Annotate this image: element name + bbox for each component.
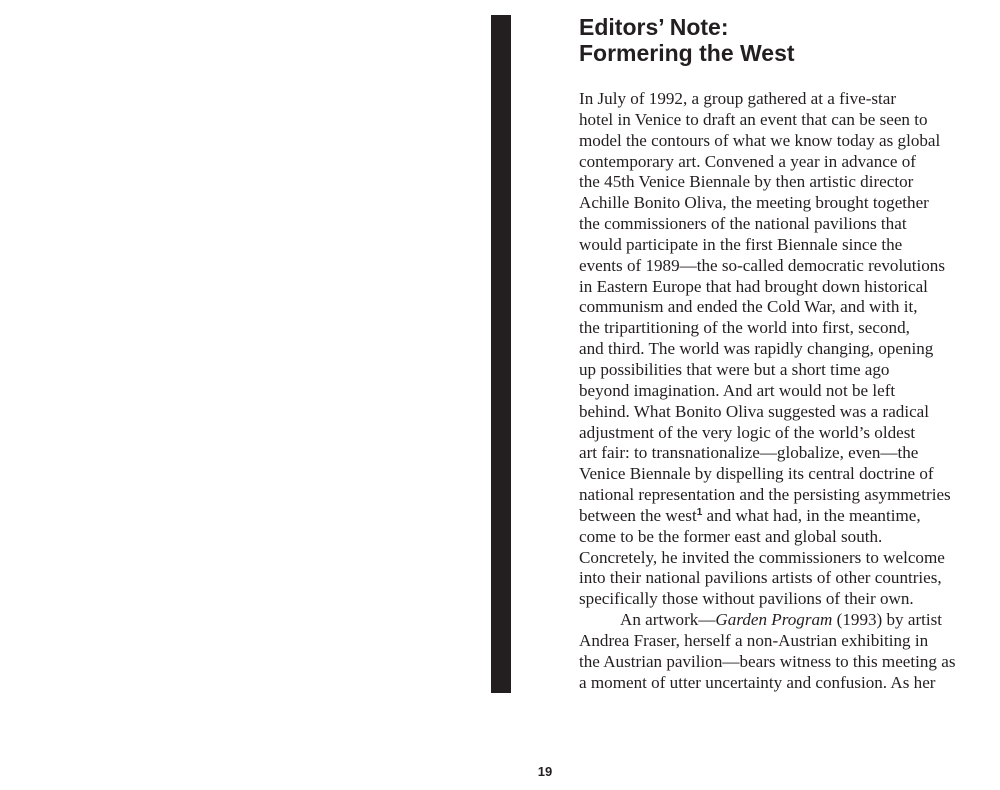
text-line: specifically those without pavilions of their own.: [579, 589, 914, 609]
text-line-with-footnote: [579, 506, 955, 527]
text-line: communism and ended the Cold War, and with it,: [579, 297, 918, 317]
text-line: Concretely, he invited the commissioners to welcome: [579, 547, 945, 567]
para2-before: An artwork—: [620, 610, 716, 630]
text-line: the commissioners of the national pavilions that: [579, 214, 907, 234]
paragraph-2-first-line: [579, 610, 955, 631]
vertical-black-bar: [491, 15, 511, 693]
title-line-1: Editors’ Note:: [579, 14, 729, 40]
text-line: beyond imagination. And art would not be left: [579, 380, 896, 400]
text-line: into their national pavilions artists of other countries,: [579, 568, 942, 588]
text-line: behind. What Bonito Oliva suggested was a radical: [579, 401, 930, 421]
text-line: the Austrian pavilion—bears witness to this meeting as: [579, 651, 956, 671]
text-line: contemporary art. Convened a year in advance of: [579, 151, 916, 171]
text-line: Andrea Fraser, herself a non-Austrian exhibiting in: [579, 630, 929, 650]
text-line: In July of 1992, a group gathered at a five-star: [579, 89, 897, 108]
footnote-line-after: and what had, in the meantime,: [702, 505, 921, 525]
footnote-marker[interactable]: 1: [696, 506, 703, 518]
para2-after: (1993) by artist: [832, 610, 943, 630]
text-line: a moment of utter uncertainty and confusion. As her: [579, 672, 936, 692]
text-line: would participate in the first Biennale since the: [579, 234, 903, 254]
page-number: 19: [537, 764, 553, 779]
text-line: Achille Bonito Oliva, the meeting brought together: [579, 193, 929, 213]
text-line: come to be the former east and global south.: [579, 526, 883, 546]
text-line: national representation and the persisting asymmetries: [579, 485, 951, 505]
artwork-title: Garden Program: [715, 610, 833, 630]
text-line: in Eastern Europe that had brought down historical: [579, 276, 928, 296]
body-text: [579, 89, 955, 693]
footnote-line-before: between the west: [579, 505, 697, 525]
title-line-2: Formering the West: [579, 40, 795, 66]
text-line: model the contours of what we know today as global: [579, 130, 941, 150]
text-line: the 45th Venice Biennale by then artistic director: [579, 172, 914, 192]
text-line: hotel in Venice to draft an event that can be seen to: [579, 109, 928, 129]
page-title: [579, 14, 795, 66]
text-line: adjustment of the very logic of the world’s oldest: [579, 422, 916, 442]
text-line: art fair: to transnationalize—globalize, even—the: [579, 443, 919, 463]
text-line: and third. The world was rapidly changing, opening: [579, 339, 934, 359]
text-line: Venice Biennale by dispelling its central doctrine of: [579, 464, 934, 484]
text-line: the tripartitioning of the world into first, second,: [579, 318, 910, 338]
text-line: events of 1989—the so-called democratic revolutions: [579, 255, 945, 275]
text-line: up possibilities that were but a short time ago: [579, 359, 890, 379]
